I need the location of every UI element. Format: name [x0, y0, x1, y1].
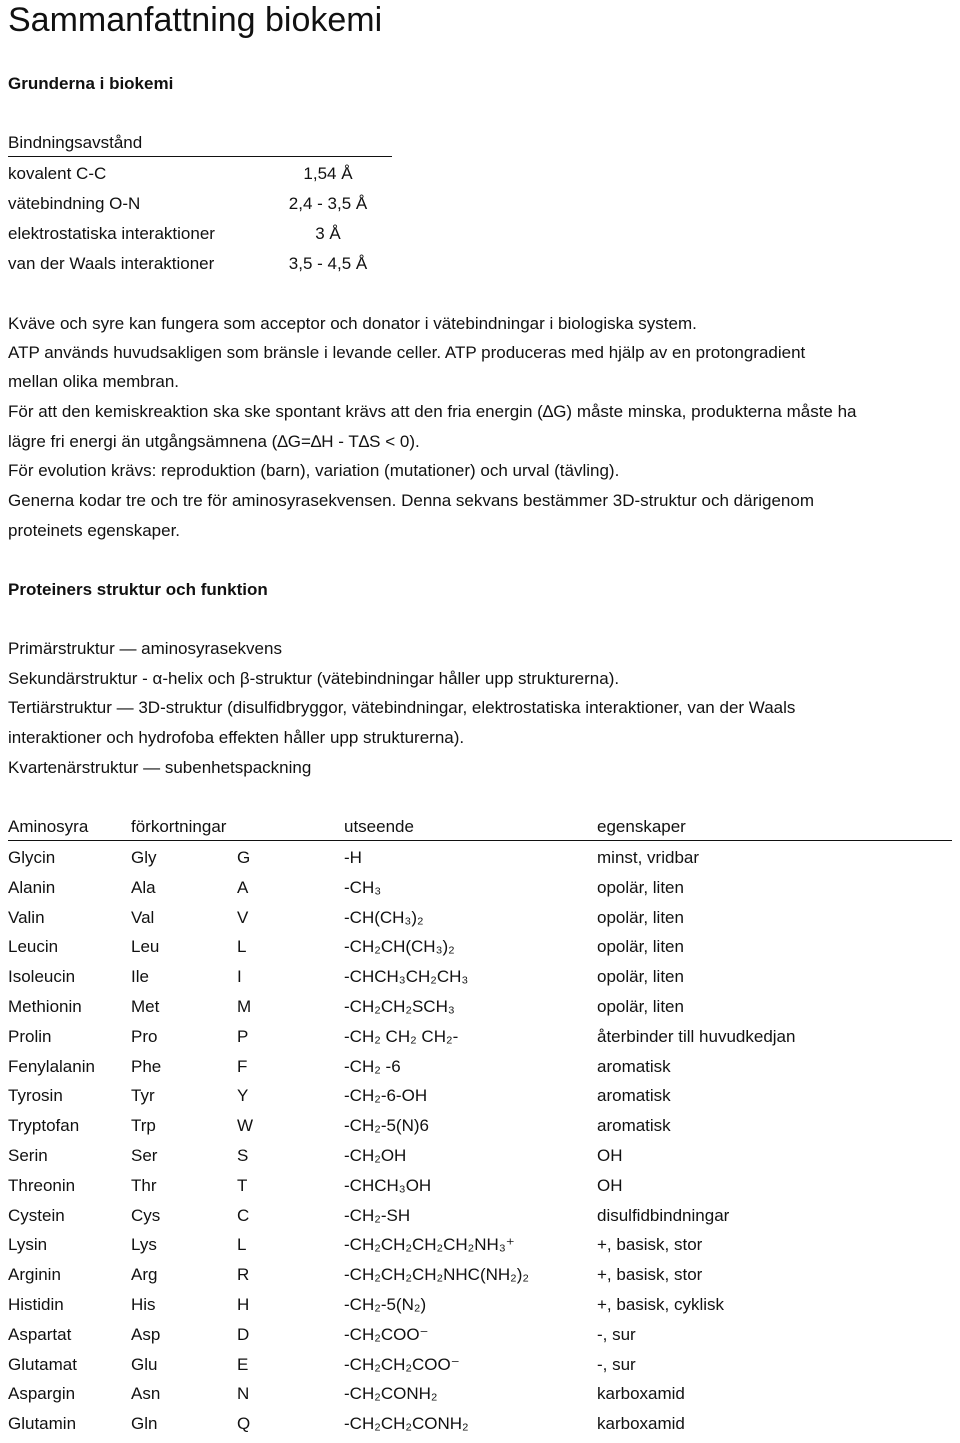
aa-one-letter: C: [237, 1205, 250, 1225]
aa-properties: opolär, liten: [597, 877, 684, 897]
table-header-row: [8, 816, 952, 840]
aa-one-letter: L: [237, 1235, 247, 1255]
aa-one-letter: T: [237, 1175, 248, 1195]
header-aminosyra: Aminosyra: [8, 817, 89, 836]
table-row: [8, 1205, 952, 1235]
aa-three-letter: Glu: [131, 1354, 158, 1374]
aa-three-letter: His: [131, 1295, 156, 1314]
table-row: [8, 1085, 952, 1115]
page-title: Sammanfattning biokemi: [8, 1, 383, 39]
table-row: [8, 877, 952, 907]
bond-table-header: Bindningsavstånd: [8, 133, 143, 152]
aa-three-letter: Gly: [131, 848, 157, 867]
aa-name: Isoleucin: [8, 967, 76, 987]
aa-one-letter: V: [237, 907, 249, 927]
aa-properties: aromatisk: [597, 1086, 671, 1106]
table-row: [8, 1413, 952, 1443]
aa-properties: -, sur: [597, 1324, 636, 1344]
aa-side-chain: -CH₂CH₂CH₂CH₂NH₃⁺: [344, 1235, 515, 1255]
aa-properties: +, basisk, cyklisk: [597, 1295, 725, 1314]
aa-three-letter: Trp: [131, 1116, 156, 1136]
aa-one-letter: G: [237, 848, 251, 867]
aa-properties: minst, vridbar: [597, 848, 700, 867]
aa-name: Fenylalanin: [8, 1056, 95, 1076]
table-row: [8, 1294, 952, 1324]
text-line: lägre fri energi än utgångsämnena (∆G=∆H - T∆S < 0).: [8, 432, 420, 451]
aa-properties: opolär, liten: [597, 937, 684, 957]
aa-one-letter: F: [237, 1056, 248, 1076]
table-row: [8, 1056, 952, 1086]
text-line: Generna kodar tre och tre för aminosyrasekvensen. Denna sekvans bestämmer 3D-struktur och därigenom: [8, 491, 814, 510]
text-line: ATP används huvudsakligen som bränsle i levande celler. ATP produceras med hjälp av en protongradient: [8, 343, 806, 362]
aa-properties: OH: [597, 1175, 623, 1195]
aa-name: Cystein: [8, 1205, 65, 1225]
bond-distance: 2,4 - 3,5 Å: [288, 194, 368, 213]
aa-properties: OH: [597, 1146, 623, 1165]
aa-name: Aspartat: [8, 1324, 72, 1344]
section-heading-proteins: Proteiners struktur och funktion: [8, 580, 268, 599]
bond-name: kovalent C-C: [8, 164, 107, 183]
aa-properties: aromatisk: [597, 1116, 671, 1136]
aa-three-letter: Phe: [131, 1056, 162, 1076]
aa-name: Methionin: [8, 997, 82, 1016]
table-row: [8, 1234, 952, 1264]
aa-side-chain: -CH₂CH(CH₃)₂: [344, 937, 455, 957]
aa-one-letter: A: [237, 877, 249, 897]
aa-name: Aspargin: [8, 1384, 76, 1404]
text-line: Tertiärstruktur — 3D-struktur (disulfidbryggor, vätebindningar, elektrostatiska interaktioner, van der Waals: [8, 698, 796, 717]
header-egenskaper: egenskaper: [597, 817, 686, 836]
aa-three-letter: Ser: [131, 1146, 158, 1165]
aa-name: Valin: [8, 907, 45, 927]
table-row: [8, 1115, 952, 1145]
aa-name: Lysin: [8, 1235, 48, 1255]
aa-name: Glutamin: [8, 1414, 77, 1434]
aa-one-letter: H: [237, 1295, 250, 1314]
table-header-rule: [8, 840, 952, 841]
bond-distance: 1,54 Å: [303, 164, 353, 183]
aa-name: Alanin: [8, 877, 56, 897]
aa-side-chain: -CH₂CH₂COO⁻: [344, 1354, 460, 1374]
aa-three-letter: Ala: [131, 877, 156, 897]
bond-table-rule: [8, 156, 392, 157]
table-row: [8, 996, 952, 1026]
aa-name: Glutamat: [8, 1354, 77, 1374]
aa-properties: opolär, liten: [597, 967, 684, 987]
aa-one-letter: S: [237, 1146, 249, 1165]
table-row: [8, 847, 952, 877]
aa-properties: -, sur: [597, 1354, 636, 1374]
aa-properties: opolär, liten: [597, 907, 684, 927]
aa-side-chain: -CH₂-5(N₂): [344, 1295, 427, 1314]
aa-one-letter: W: [237, 1116, 254, 1136]
aa-three-letter: Met: [131, 997, 160, 1016]
aa-properties: återbinder till huvudkedjan: [597, 1026, 796, 1046]
aa-name: Threonin: [8, 1175, 76, 1195]
bond-name: vätebindning O-N: [8, 194, 141, 213]
aa-side-chain: -CH₂CONH₂: [344, 1384, 438, 1404]
aa-name: Histidin: [8, 1295, 64, 1314]
aa-three-letter: Asn: [131, 1384, 161, 1404]
aa-one-letter: E: [237, 1354, 249, 1374]
aa-one-letter: M: [237, 997, 252, 1016]
aa-name: Tryptofan: [8, 1116, 80, 1136]
header-forkortningar: förkortningar: [131, 817, 227, 836]
text-line: Kvartenärstruktur — subenhetspackning: [8, 758, 312, 777]
bond-name: van der Waals interaktioner: [8, 254, 215, 273]
text-line: Sekundärstruktur - α-helix och β-struktur (vätebindningar håller upp strukturerna).: [8, 669, 620, 688]
aa-side-chain: -CHCH₃OH: [344, 1175, 432, 1195]
bond-distance: 3 Å: [315, 224, 341, 243]
bond-row: [8, 193, 392, 217]
aa-name: Arginin: [8, 1265, 61, 1285]
aa-one-letter: N: [237, 1384, 250, 1404]
aa-name: Leucin: [8, 937, 59, 957]
bond-row: [8, 253, 392, 277]
aa-side-chain: -CH₂CH₂CH₂NHC(NH₂)₂: [344, 1265, 530, 1285]
aa-properties: +, basisk, stor: [597, 1235, 703, 1255]
aa-one-letter: I: [237, 967, 242, 987]
aa-three-letter: Lys: [131, 1235, 157, 1255]
aa-name: Prolin: [8, 1026, 52, 1046]
table-row: [8, 966, 952, 996]
table-row: [8, 1324, 952, 1354]
header-utseende: utseende: [344, 817, 414, 836]
aa-three-letter: Cys: [131, 1205, 161, 1225]
aa-three-letter: Thr: [131, 1175, 157, 1195]
aa-name: Serin: [8, 1146, 48, 1165]
aa-side-chain: -CH₂-5(N)6: [344, 1116, 429, 1136]
aa-side-chain: -H: [344, 848, 362, 867]
aa-side-chain: -CH₂-6-OH: [344, 1086, 428, 1106]
bond-name: elektrostatiska interaktioner: [8, 224, 215, 243]
text-line: För evolution krävs: reproduktion (barn), variation (mutationer) och urval (tävling).: [8, 461, 620, 480]
aa-one-letter: R: [237, 1265, 250, 1285]
text-line: interaktioner och hydrofoba effekten håller upp strukturerna).: [8, 728, 465, 747]
aa-side-chain: -CH₃: [344, 877, 382, 897]
aa-three-letter: Pro: [131, 1026, 158, 1046]
aa-three-letter: Gln: [131, 1414, 158, 1434]
aa-properties: opolär, liten: [597, 997, 684, 1016]
table-row: [8, 1175, 952, 1205]
aa-side-chain: -CH₂COO⁻: [344, 1324, 429, 1344]
aa-name: Tyrosin: [8, 1086, 63, 1106]
aa-three-letter: Ile: [131, 967, 149, 987]
aa-side-chain: -CH₂CH₂SCH₃: [344, 997, 455, 1016]
aa-properties: karboxamid: [597, 1384, 685, 1404]
text-line: Primärstruktur — aminosyrasekvens: [8, 639, 282, 658]
aa-three-letter: Asp: [131, 1324, 161, 1344]
aa-side-chain: -CH₂CH₂CONH₂: [344, 1414, 469, 1434]
aa-side-chain: -CH₂ CH₂ CH₂-: [344, 1026, 459, 1046]
aa-three-letter: Val: [131, 907, 155, 927]
aa-side-chain: -CH₂-SH: [344, 1205, 411, 1225]
aa-side-chain: -CHCH₃CH₂CH₃: [344, 967, 469, 987]
aa-side-chain: -CH₂ -6: [344, 1056, 401, 1076]
aa-one-letter: P: [237, 1026, 249, 1046]
aa-properties: disulfidbindningar: [597, 1205, 730, 1225]
aa-one-letter: L: [237, 937, 247, 957]
aa-name: Glycin: [8, 848, 56, 867]
aa-properties: +, basisk, stor: [597, 1265, 703, 1285]
bond-distance: 3,5 - 4,5 Å: [288, 254, 368, 273]
aa-side-chain: -CH(CH₃)₂: [344, 907, 424, 927]
table-row: [8, 1026, 952, 1056]
aa-three-letter: Arg: [131, 1265, 158, 1285]
bond-row: [8, 223, 392, 247]
table-row: [8, 936, 952, 966]
text-line: För att den kemiskreaktion ska ske spontant krävs att den fria energin (∆G) måste minska, produkterna måste ha: [8, 402, 857, 421]
text-line: Kväve och syre kan fungera som acceptor och donator i vätebindningar i biologiska system.: [8, 314, 697, 333]
section-heading-basics: Grunderna i biokemi: [8, 74, 174, 93]
table-row: [8, 907, 952, 937]
table-row: [8, 1354, 952, 1384]
bond-row: [8, 163, 392, 187]
aa-properties: karboxamid: [597, 1414, 685, 1434]
aa-side-chain: -CH₂OH: [344, 1146, 407, 1165]
aa-one-letter: D: [237, 1324, 250, 1344]
table-row: [8, 1383, 952, 1413]
text-line: proteinets egenskaper.: [8, 521, 181, 540]
aa-three-letter: Tyr: [131, 1086, 155, 1106]
aa-three-letter: Leu: [131, 937, 160, 957]
aa-one-letter: Q: [237, 1414, 251, 1434]
aa-properties: aromatisk: [597, 1056, 671, 1076]
aa-one-letter: Y: [237, 1086, 249, 1106]
text-line: mellan olika membran.: [8, 372, 180, 391]
table-row: [8, 1264, 952, 1294]
table-row: [8, 1145, 952, 1175]
